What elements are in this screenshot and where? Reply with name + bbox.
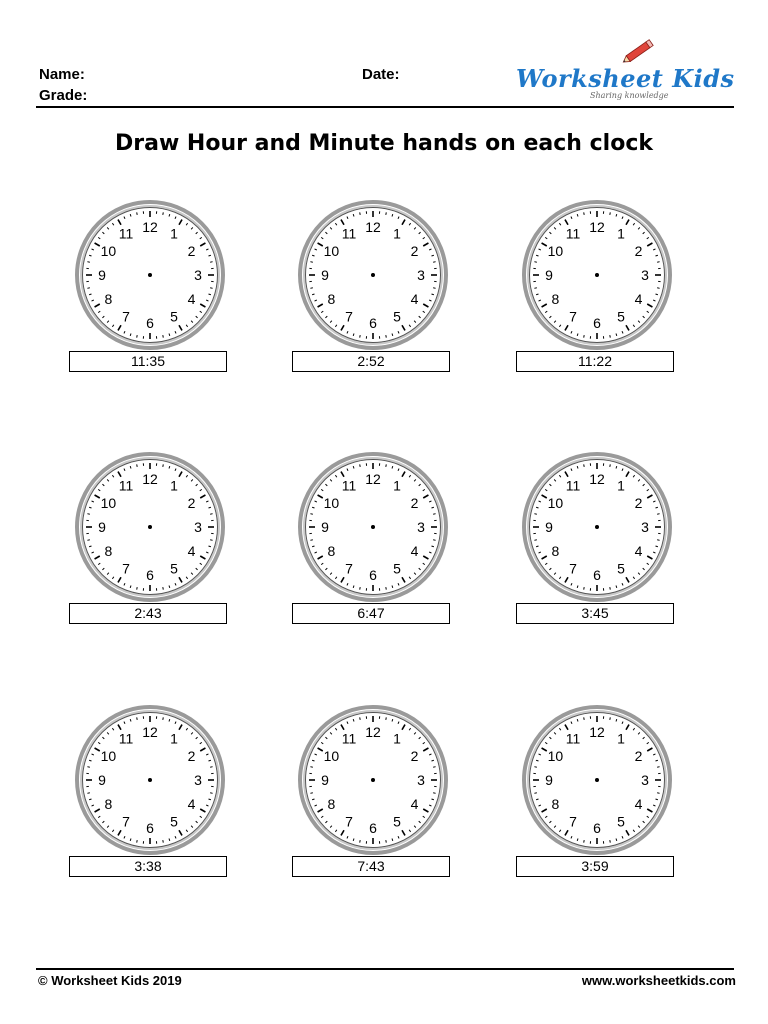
clock-item (516, 705, 686, 895)
clock-number: 7 (122, 560, 130, 577)
clock-number: 1 (617, 730, 625, 747)
clock-number: 7 (569, 308, 577, 325)
clock-number: 9 (98, 519, 106, 535)
clock-number: 11 (565, 730, 581, 747)
clock-number: 9 (545, 267, 553, 283)
time-label: 3:38 (69, 856, 227, 877)
clock-number: 7 (122, 308, 130, 325)
clock-number: 6 (146, 315, 154, 331)
clock-number: 12 (365, 471, 381, 487)
clock-number: 8 (104, 291, 113, 307)
clock-number: 11 (341, 730, 357, 747)
clock-number: 4 (410, 543, 419, 559)
clock-number: 12 (589, 471, 605, 487)
clock-number: 11 (118, 730, 134, 747)
clock-number: 2 (634, 243, 643, 259)
clock-number: 2 (410, 748, 419, 764)
footer-copyright: © Worksheet Kids 2019 (38, 973, 182, 988)
clock-number: 8 (327, 291, 336, 307)
clock-number: 6 (146, 567, 154, 583)
clock-number: 10 (323, 243, 340, 259)
clock-number: 10 (323, 495, 340, 511)
clock-number: 2 (634, 495, 643, 511)
clock-number: 10 (100, 748, 117, 764)
clock-number: 1 (393, 477, 401, 494)
clock-item (69, 452, 239, 642)
clock-number: 2 (410, 495, 419, 511)
clock-number: 1 (393, 225, 401, 242)
time-label: 3:59 (516, 856, 674, 877)
footer-rule (36, 968, 734, 970)
clock-number: 5 (393, 308, 401, 325)
clock-number: 1 (617, 225, 625, 242)
clock-number: 2 (187, 495, 196, 511)
logo-tagline: Sharing knowledge (590, 91, 669, 100)
name-label: Name: (39, 66, 85, 83)
clock-number: 8 (551, 291, 560, 307)
clock-number: 6 (146, 820, 154, 836)
clock-number: 8 (551, 796, 560, 812)
header-rule (36, 106, 734, 108)
clock-number: 10 (100, 495, 117, 511)
clock-number: 9 (545, 772, 553, 788)
worksheet-title: Draw Hour and Minute hands on each clock (114, 131, 653, 156)
clock-item (516, 200, 686, 390)
clock-number: 10 (100, 243, 117, 259)
clock-item (292, 452, 462, 642)
clock-face-icon (298, 705, 448, 855)
clock-number: 10 (323, 748, 340, 764)
clock-number: 2 (187, 748, 196, 764)
clock-number: 6 (593, 567, 601, 583)
clock-number: 7 (569, 813, 577, 830)
clock-number: 3 (417, 519, 425, 535)
clock-number: 7 (345, 308, 353, 325)
clock-face-icon (75, 452, 225, 602)
clock-number: 10 (547, 243, 564, 259)
clock-number: 9 (98, 267, 106, 283)
clock-number: 5 (617, 308, 625, 325)
clock-number: 2 (187, 243, 196, 259)
clock-number: 9 (321, 519, 329, 535)
clock-face-icon (298, 200, 448, 350)
time-label: 6:47 (292, 603, 450, 624)
clock-number: 9 (321, 267, 329, 283)
clock-number: 8 (327, 543, 336, 559)
clock-number: 3 (641, 267, 649, 283)
clock-number: 11 (341, 477, 357, 494)
clock-number: 9 (98, 772, 106, 788)
clock-number: 9 (321, 772, 329, 788)
time-label: 7:43 (292, 856, 450, 877)
clock-number: 5 (170, 560, 178, 577)
clock-number: 6 (369, 820, 377, 836)
clock-number: 3 (194, 772, 202, 788)
clock-number: 12 (589, 219, 605, 235)
clock-number: 1 (170, 477, 178, 494)
clock-face-icon (75, 200, 225, 350)
clock-number: 3 (417, 267, 425, 283)
time-label: 2:52 (292, 351, 450, 372)
clock-number: 4 (187, 796, 196, 812)
clock-number: 8 (551, 543, 560, 559)
clock-face-icon (75, 705, 225, 855)
clock-number: 1 (170, 225, 178, 242)
grade-label: Grade: (39, 87, 88, 104)
clock-number: 5 (170, 308, 178, 325)
date-label: Date: (362, 66, 400, 83)
clock-number: 5 (393, 813, 401, 830)
clock-number: 4 (187, 291, 196, 307)
clock-number: 12 (589, 724, 605, 740)
clock-face-icon (522, 705, 672, 855)
clock-number: 8 (104, 543, 113, 559)
clock-number: 12 (365, 219, 381, 235)
clock-number: 2 (634, 748, 643, 764)
clock-item (292, 705, 462, 895)
clock-number: 4 (187, 543, 196, 559)
time-label: 2:43 (69, 603, 227, 624)
clock-number: 11 (565, 225, 581, 242)
clock-number: 4 (634, 796, 643, 812)
clock-number: 4 (410, 796, 419, 812)
time-label: 3:45 (516, 603, 674, 624)
clock-number: 5 (617, 813, 625, 830)
clock-number: 12 (142, 724, 158, 740)
time-label: 11:22 (516, 351, 674, 372)
clock-number: 9 (545, 519, 553, 535)
clock-number: 3 (194, 267, 202, 283)
clock-number: 8 (104, 796, 113, 812)
clock-number: 3 (194, 519, 202, 535)
clock-number: 11 (341, 225, 357, 242)
clock-number: 7 (345, 813, 353, 830)
clock-face-icon (298, 452, 448, 602)
clock-number: 4 (634, 291, 643, 307)
clock-number: 10 (547, 495, 564, 511)
clock-face-icon (522, 452, 672, 602)
logo-title: Worksheet Kids (516, 64, 735, 93)
clock-number: 4 (634, 543, 643, 559)
clock-number: 6 (593, 820, 601, 836)
clock-number: 3 (641, 519, 649, 535)
clock-number: 5 (170, 813, 178, 830)
clock-number: 12 (365, 724, 381, 740)
clock-item (69, 200, 239, 390)
clock-number: 7 (122, 813, 130, 830)
clock-number: 11 (118, 477, 134, 494)
clock-number: 8 (327, 796, 336, 812)
clock-item (292, 200, 462, 390)
clock-number: 1 (393, 730, 401, 747)
clock-number: 4 (410, 291, 419, 307)
clock-number: 3 (417, 772, 425, 788)
clock-number: 11 (565, 477, 581, 494)
clock-number: 6 (369, 315, 377, 331)
clock-number: 2 (410, 243, 419, 259)
clock-item (516, 452, 686, 642)
clock-number: 5 (617, 560, 625, 577)
clock-number: 1 (170, 730, 178, 747)
clock-number: 12 (142, 219, 158, 235)
clock-number: 5 (393, 560, 401, 577)
clock-number: 6 (593, 315, 601, 331)
clock-number: 3 (641, 772, 649, 788)
clock-number: 7 (569, 560, 577, 577)
clock-number: 1 (617, 477, 625, 494)
clock-number: 12 (142, 471, 158, 487)
time-label: 11:35 (69, 351, 227, 372)
footer-website: www.worksheetkids.com (581, 973, 736, 988)
clock-number: 7 (345, 560, 353, 577)
pencil-icon (620, 34, 660, 68)
clock-number: 6 (369, 567, 377, 583)
clock-item (69, 705, 239, 895)
clock-number: 11 (118, 225, 134, 242)
clock-number: 10 (547, 748, 564, 764)
worksheet-kids-logo (510, 34, 735, 104)
clock-face-icon (522, 200, 672, 350)
